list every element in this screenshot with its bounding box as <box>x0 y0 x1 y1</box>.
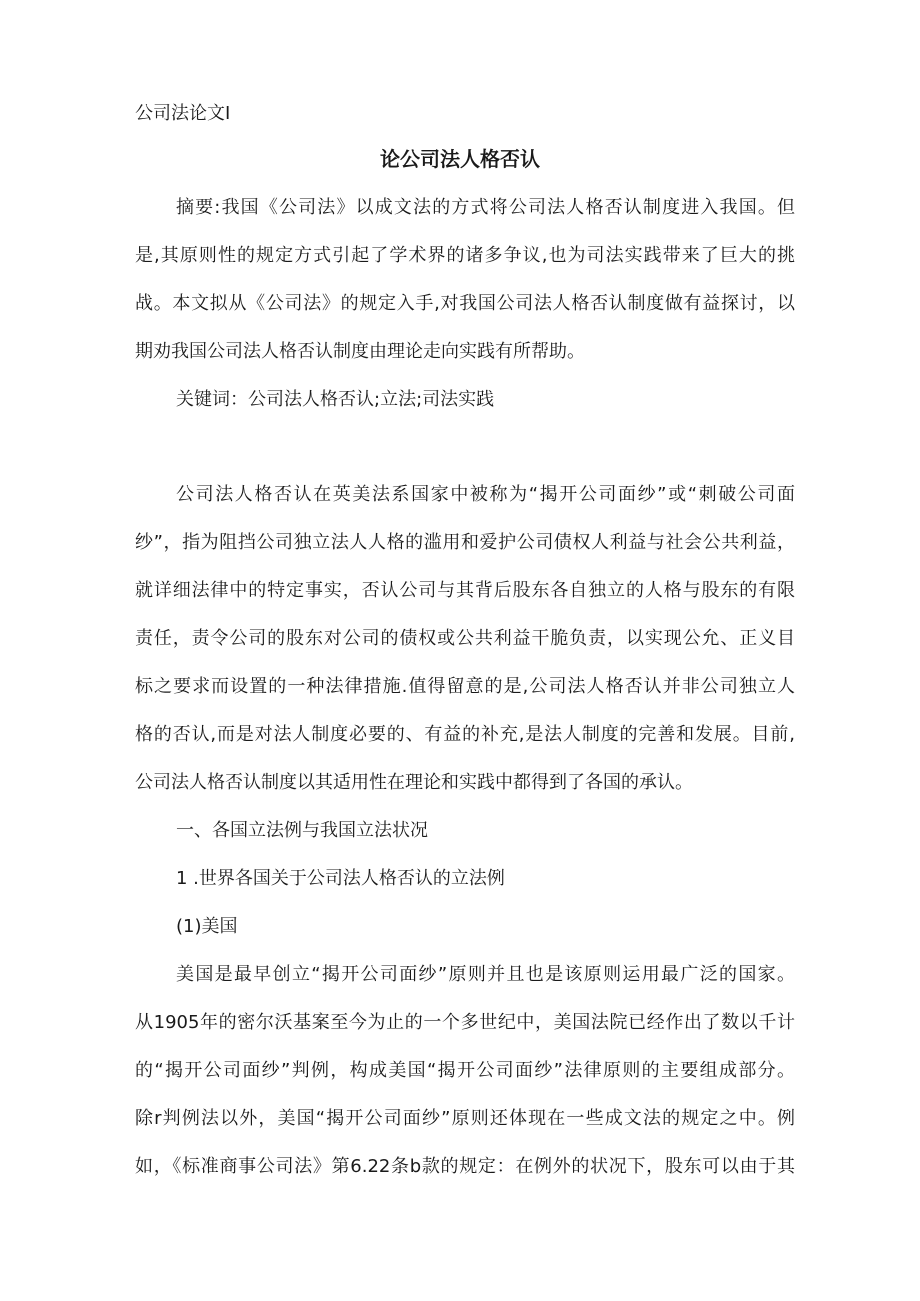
item-heading: (1)美国 <box>176 916 238 937</box>
intro-line: 纱”，指为阻挡公司独立法人人格的滥用和爱护公司债权人利益与社会公共利益， <box>135 532 795 553</box>
usa-line: 的“揭开公司面纱”判例，构成美国“揭开公司面纱”法律原则的主要组成部分。 <box>135 1060 795 1081</box>
intro-line: 公司法人格否认制度以其适用性在理论和实践中都得到了各国的承认。 <box>135 772 693 793</box>
usa-line: 从1905年的密尔沃基案至今为止的一个多世纪中，美国法院已经作出了数以千计 <box>135 1012 795 1033</box>
intro-line: 责任，责令公司的股东对公司的债权或公共利益干脆负责，以实现公允、正义目 <box>135 628 795 649</box>
intro-line: 公司法人格否认在英美法系国家中被称为“揭开公司面纱”或“刺破公司面 <box>176 484 795 505</box>
usa-line: 除r判例法以外，美国“揭开公司面纱”原则还体现在一些成文法的规定之中。例 <box>135 1108 795 1129</box>
abstract-line: 摘要:我国《公司法》以成文法的方式将公司法人格否认制度进入我国。但 <box>176 197 795 218</box>
usa-line: 美国是最早创立“揭开公司面纱”原则并且也是该原则运用最广泛的国家。 <box>176 964 795 985</box>
intro-line: 就详细法律中的特定事实，否认公司与其背后股东各自独立的人格与股东的有限 <box>135 580 795 601</box>
intro-line: 格的否认,而是对法人制度必要的、有益的补充,是法人制度的完善和发展。目前, <box>135 724 795 745</box>
usa-line: 如，《标准商事公司法》第6.22条b款的规定：在例外的状况下，股东可以由于其 <box>135 1156 795 1177</box>
paper-title: 论公司法人格否认 <box>380 147 540 171</box>
section-heading: 一、各国立法例与我国立法状况 <box>176 820 428 841</box>
abstract-line: 期劝我国公司法人格否认制度由理论走向实践有所帮助。 <box>135 341 585 362</box>
abstract-line: 战。本文拟从《公司法》的规定入手,对我国公司法人格否认制度做有益探讨，以 <box>135 293 795 314</box>
subsection-heading: 1 .世界各国关于公司法人格否认的立法例 <box>176 868 505 889</box>
intro-line: 标之要求而设置的一种法律措施.值得留意的是,公司法人格否认并非公司独立人 <box>135 676 795 697</box>
document-header-label: 公司法论文I <box>135 103 231 124</box>
abstract-line: 是,其原则性的规定方式引起了学术界的诸多争议,也为司法实践带来了巨大的挑 <box>135 245 795 266</box>
keywords: 关键词：公司法人格否认;立法;司法实践 <box>176 389 495 410</box>
